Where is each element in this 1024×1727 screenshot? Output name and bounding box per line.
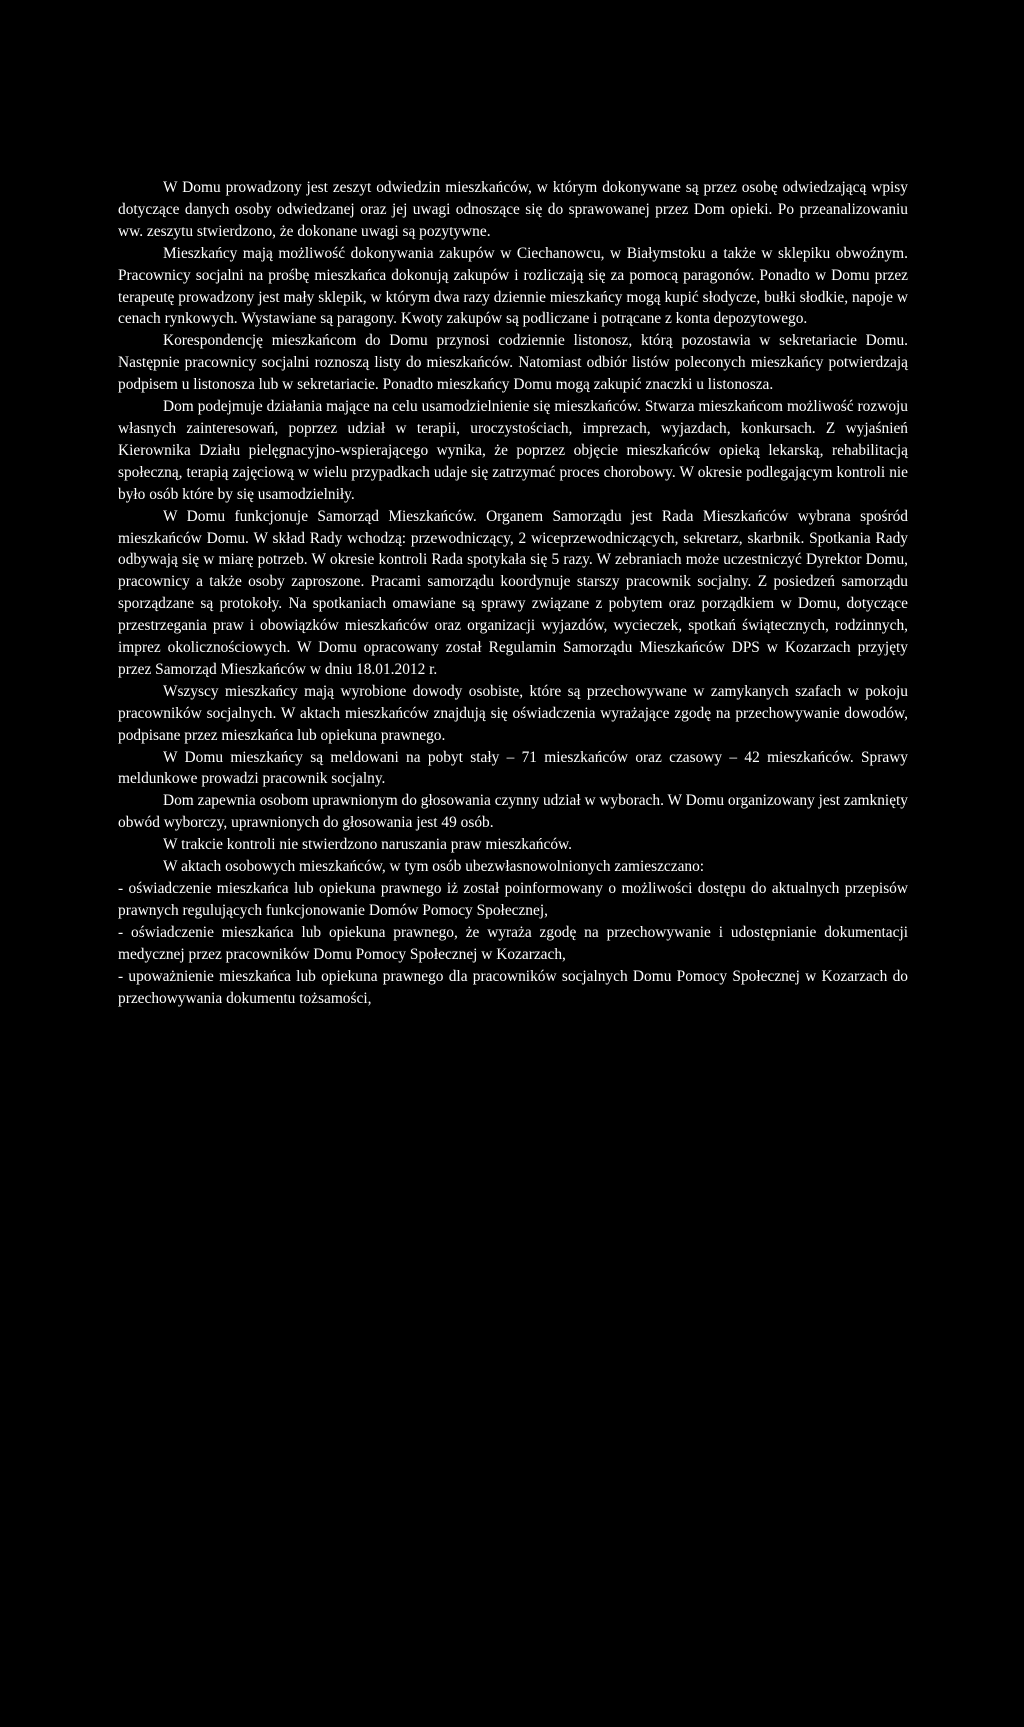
list-item-medical-consent: - oświadczenie mieszkańca lub opiekuna prawnego, że wyraża zgodę na przechowywanie i udostępnianie dokumentacji medycznej przez pracowników Domu Pomocy Społecznej w Kozarzach, — [118, 923, 908, 963]
document-page — [118, 177, 908, 1009]
list-item-access-statement: - oświadczenie mieszkańca lub opiekuna prawnego iż został poinformowany o możliwości dostępu do aktualnych przepisów prawnych regulujących funkcjonowanie Domów Pomocy Społecznej, — [118, 880, 908, 919]
paragraph-shopping: Mieszkańcy mają możliwość dokonywania zakupów w Ciechanowcu, w Białymstoku a także w sklepiku obwoźnym. Pracownicy socjalni na prośbę mieszkańca dokonują zakupów i rozliczają się za pomocą paragonów. Ponadto w Domu przez terapeutę prowadzony jest mały sklepik, w którym dwa razy dziennie mieszkańcy mogą kupić słodycze, bułki słodkie, napoje w cenach rynkowych. Wystawiane są paragony. Kwoty zakupów są podliczane i potrącane z konta depozytowego. — [118, 244, 908, 328]
paragraph-visits-log: W Domu prowadzony jest zeszyt odwiedzin mieszkańców, w którym dokonywane są przez osobę odwiedzającą wpisy dotyczące danych osoby odwiedzanej oraz jej uwagi odnoszące się do sprawowanej przez Dom opieki. Po przeanalizowaniu ww. zeszytu stwierdzono, że dokonane uwagi są pozytywne. — [118, 179, 908, 240]
paragraph-id-documents: Wszyscy mieszkańcy mają wyrobione dowody osobiste, które są przechowywane w zamykanych szafach w pokoju pracowników socjalnych. W aktach mieszkańców znajdują się oświadczenia wyrażające zgodę na przechowywanie dowodów, podpisane przez mieszkańca lub opiekuna prawnego. — [118, 682, 908, 744]
paragraph-rights-finding: W trakcie kontroli nie stwierdzono naruszania praw mieszkańców. — [163, 836, 572, 854]
paragraph-personal-files-intro: W aktach osobowych mieszkańców, w tym osób ubezwłasnowolnionych zamieszczano: — [163, 858, 705, 876]
paragraph-independence: Dom podejmuje działania mające na celu usamodzielnienie się mieszkańców. Stwarza mieszkańcom możliwość rozwoju własnych zainteresowań, poprzez udział w terapii, uroczystościach, imprezach, wyjazdach, konkursach. Z wyjaśnień Kierownika Działu pielęgnacyjno-wspierającego wynika, że poprzez objęcie mieszkańców opieką lekarską, rehabilitacją społeczną, terapią zajęciową w wielu przypadkach udaje się zatrzymać proces chorobowy. W okresie podlegającym kontroli nie było osób które by się usamodzielniły. — [118, 398, 908, 503]
paragraph-elections: Dom zapewnia osobom uprawnionym do głosowania czynny udział w wyborach. W Domu organizowany jest zamknięty obwód wyborczy, uprawnionych do głosowania jest 49 osób. — [118, 792, 908, 832]
paragraph-correspondence: Korespondencję mieszkańcom do Domu przynosi codziennie listonosz, którą pozostawia w sekretariacie Domu. Następnie pracownicy socjalni roznoszą listy do mieszkańców. Natomiast odbiór listów poleconych mieszkańcy potwierdzają podpisem u listonosza lub w sekretariacie. Ponadto mieszkańcy Domu mogą zakupić znaczki u listonosza. — [118, 332, 908, 394]
paragraph-self-government: W Domu funkcjonuje Samorząd Mieszkańców. Organem Samorządu jest Rada Mieszkańców wybrana spośród mieszkańców Domu. W skład Rady wchodzą: przewodniczący, 2 wiceprzewodniczących, sekretarz, skarbnik. Spotkania Rady odbywają się w miarę potrzeb. W okresie kontroli Rada spotykała się 5 razy. W zebraniach może uczestniczyć Dyrektor Domu, pracownicy a także osoby zaproszone. Pracami samorządu koordynuje starszy pracownik socjalny. Z posiedzeń samorządu sporządzane są protokoły. Na spotkaniach omawiane są sprawy związane z pobytem oraz porządkiem w Domu, dotyczące przestrzegania praw i obowiązków mieszkańców oraz organizacji wyjazdów, wycieczek, spotkań świątecznych, rodzinnych, imprez okolicznościowych. W Domu opracowany został Regulamin Samorządu Mieszkańców DPS w Kozarzach przyjęty przez Samorząd Mieszkańców w dniu 18.01.2012 r. — [118, 507, 908, 678]
paragraph-registration: W Domu mieszkańcy są meldowani na pobyt stały – 71 mieszkańców oraz czasowy – 42 mieszkańców. Sprawy meldunkowe prowadzi pracownik socjalny. — [118, 748, 908, 788]
list-item-id-authorization: - upoważnienie mieszkańca lub opiekuna prawnego dla pracowników socjalnych Domu Pomocy Społecznej w Kozarzach do przechowywania dokumentu tożsamości, — [118, 967, 908, 1007]
